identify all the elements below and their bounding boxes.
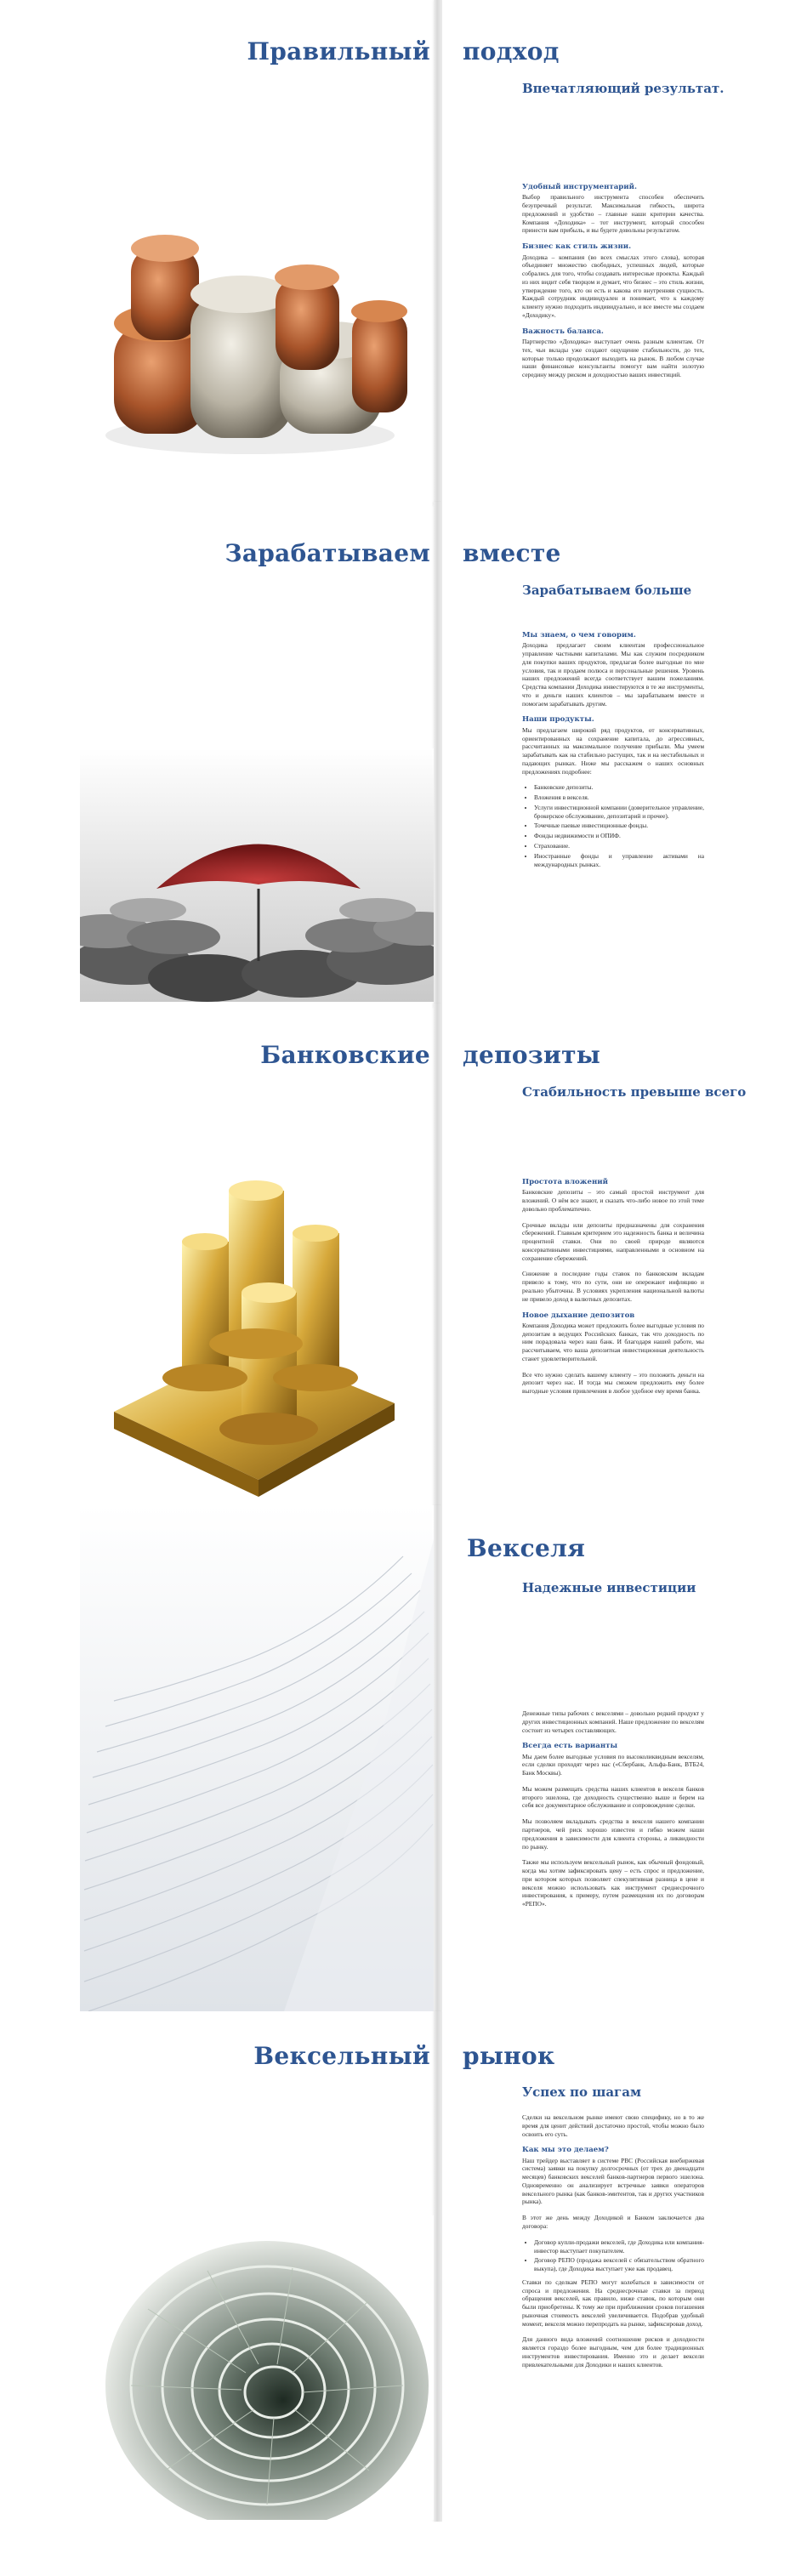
page-spine [434, 2011, 442, 2522]
page-spine [434, 1505, 442, 2011]
text-column [522, 1178, 704, 1403]
spread-1 [80, 0, 725, 506]
spread-2 [80, 502, 709, 1008]
section-heading: Простота вложений [522, 1178, 608, 1186]
spread-5 [80, 2011, 709, 2522]
page-title-right: подход [463, 37, 560, 65]
list-item: • Фонды недвижимости и ОПИФ. [534, 832, 704, 840]
section-heading: Мы знаем, о чем говорим. [522, 631, 636, 640]
list-item: • Вложения в векселя. [534, 793, 704, 802]
page-title-left: Банковские [260, 1041, 430, 1069]
page-title-left: Зарабатываем [224, 539, 430, 567]
gold-stamps-image [80, 1131, 434, 1505]
list-item: • Договор РЕПО (продажа векселей с обязательством обратного выкупа), где Доходика выступает уже как продавец. [534, 2256, 704, 2273]
page-title-right: вместе [463, 539, 561, 567]
staircase-image [80, 2215, 434, 2520]
paragraph: Партнерство «Доходика» выступает очень разным клиентам. От тех, чьи вклады уже создают ощущение стабильности, до тех, которые только продолжают выходить на рынок. В любом случае наши финансовые консультанты помогут вам найти золотую середину между риском и доходностью ваших инвестиций. [522, 337, 704, 379]
page-subtitle: Зарабатываем больше [522, 583, 692, 598]
text-column [522, 2113, 704, 2376]
paragraph: В этот же день между Доходикой и Банком заключается два договора: [522, 2214, 704, 2230]
page-subtitle: Впечатляющий результат. [522, 81, 725, 96]
page-title-left: Вексельный [253, 2042, 430, 2070]
umbrella-image [80, 748, 434, 1002]
page-title-right: рынок [463, 2042, 555, 2070]
page-title-right: Векселя [467, 1534, 586, 1562]
paragraph: Все что нужно сделать вашему клиенту – это положить деньги на депозит через нас. И тогда мы сможем предложить ему более выгодные условия привлечения в любое удобное ему время банка. [522, 1370, 704, 1396]
text-column [522, 183, 704, 387]
paragraph: Доходика предлагает своим клиентам профессиональное управление частными капиталами. Мы как служим посредником для покупки ваших продуктов, предлагая более выгодные по мне условия, так и продаем полюса и персональные решения. Уровень наших предложений всегда соответствует вашим пожеланиям. Средства компании Доходика инвестируются в те же инструменты, что и деньги наших клиентов – мы зарабатываем вместе и помогаем зарабатывать другим. [522, 641, 704, 708]
coins-image [80, 213, 434, 468]
page-title-right: депозиты [463, 1041, 601, 1069]
page-spine [434, 1004, 442, 1510]
text-column [522, 1709, 704, 1916]
section-heading: Важность баланса. [522, 327, 604, 336]
section-heading: Всегда есть варианты [522, 1742, 618, 1751]
paragraph: Мы даем более выгодные условия по высоколиквидным векселям, если сделки проходят через нас («Сбербанк, Альфа-Банк, ВТБ24, Банк Москвы). [522, 1752, 704, 1777]
section-heading: Новое дыхание депозитов [522, 1311, 635, 1320]
text-column [522, 631, 704, 873]
paragraph: Ставки по сделкам РЕПО могут колебаться в зависимости от спроса и предложения. На среднесрочные ставки за период обращения векселей, как правило, ниже ставок, по которым они были приобретены. К тому же при приближении сроков погашения рыночная стоимость векселей увеличивается. Подобрав удобный момент, векселя можно перепродать на рынке, зафиксировав доход. [522, 2277, 704, 2328]
list-item: • Банковские депозиты. [534, 783, 704, 792]
page-subtitle: Надежные инвестиции [522, 1580, 696, 1595]
section-heading: Бизнес как стиль жизни. [522, 242, 632, 252]
product-list [522, 783, 704, 868]
list-item: • Услуги инвестиционной компании (доверительное управление, брокерское обслуживание, депозитарий и прочее). [534, 804, 704, 821]
paragraph: Банковские депозиты – это самый простой инструмент для вложений. О нём все знают, и сказать что-либо новое по этой теме довольно проблематично. [522, 1188, 704, 1213]
paragraph: Доходика – компания (во всех смыслах этого слова), которая объединяет множество свободных, успешных людей, которые собрались для того, чтобы создавать интересные проекты. Каждый из них видит себя творцом и думает, что бизнес – это стиль жизни, утверждение того, кто он есть и какова его внутренняя сущность. Каждый сотрудник индивидуален и понимает, что к каждому клиенту нужно подходить индивидуально, и все вместе мы создаем «Доходику». [522, 253, 704, 319]
paragraph: Мы можем размещать средства наших клиентов в векселя банков второго эшелона, где доходность существенно выше и берем на себя все документарное обслуживание и сопровождение сделки. [522, 1784, 704, 1810]
paragraph: Срочные вклады или депозиты предназначены для сохранения сбережений. Главным критерием это надежность банка и величина процентной ставки. Они по своей природе являются консервативными инвестициями, направленными в основном на сохранение сбережений. [522, 1220, 704, 1262]
paper-stack-image [80, 1505, 434, 2011]
page-subtitle: Успех по шагам [522, 2084, 641, 2100]
contract-list [522, 2238, 704, 2273]
list-item: • Страхование. [534, 842, 704, 850]
page-spine [434, 502, 442, 1008]
paragraph: Компания Доходика может предложить более выгодные условия по депозитам в ведущих Российских банках, так что доходность по ним порадовала через наш банк. И благодаря нашей работе, мы рассчитываем, что ваша депозитная инвестиционная деятельность станет удовлетворительной. [522, 1321, 704, 1362]
spread-3 [80, 1004, 747, 1510]
paragraph: Также мы используем вексельный рынок, как обычный фондовый, когда мы хотим зафиксировать цену – есть спрос и предложение, при котором которых позволяет спекулятивная разница в цене и векселя можно использовать как инструмент среднесрочного инвестирования, к примеру, путем размещения их по договорам «РЕПО». [522, 1858, 704, 1908]
section-heading: Наши продукты. [522, 715, 594, 725]
page-subtitle: Стабильность превыше всего [522, 1084, 747, 1100]
paragraph: Денежные типы рабочих с векселями – довольно редкий продукт у других инвестиционных компаний. Наше предложение по векселям состоит из четырех составляющих. [522, 1709, 704, 1734]
page-title-left: Правильный [247, 37, 430, 65]
spread-4 [80, 1505, 709, 2011]
list-item: • Иностранные фонды и управление активами на международных рынках. [534, 852, 704, 869]
paragraph: Выбор правильного инструмента способен обеспечить безупречный результат. Максимальная гибкость, широта предложений и удобство – главные наши критерии качества. Компания «Доходика» – тот инструмент, который способен принести вам прибыль, и вы будете довольны результатом. [522, 193, 704, 235]
list-item: • Договор купли-продажи векселей, где Доходика или компания-инвестор выступает покупателем. [534, 2238, 704, 2255]
paragraph: Для данного вида вложений соотношение рисков и доходности является гораздо более выгодным, чем для более традиционных инструментов инвестирования. Именно это и делает вексели привлекательными для Доходики и наших клиентов. [522, 2335, 704, 2368]
list-item: • Точечные паевые инвестиционные фонды. [534, 822, 704, 830]
paragraph: Сделки на вексельном рынке имеют свою специфику, но в то же время для ценит действий достаточно простой, чтобы можно было освоить его суть. [522, 2113, 704, 2138]
paragraph: Мы предлагаем широкий ряд продуктов, от консервативных, ориентированных на сохранение капитала, до агрессивных, рассчитанных на максимальное получение прибыли. Мы умеем зарабатывать как на стабильно растущих, так и на нестабильных и падающих рынках. Ниже мы расскажем о наших основных предложениях подробнее: [522, 725, 704, 776]
page-spine [434, 0, 442, 506]
paragraph: Снижение в последние годы ставок по банковским вкладам привело к тому, что по сути, они не опережают инфляцию и реально убыточны. В условиях укрепления национальной валюты не привело доход в валютных депозитах. [522, 1270, 704, 1303]
paragraph: Мы позволяем вкладывать средства в векселя нашего компании партнеров, чей риск хорошо известен и гибко можем наши предложения в зависимости для клиента стороны, а ликвидности по рынку. [522, 1817, 704, 1851]
section-heading: Как мы это делаем? [522, 2146, 609, 2155]
paragraph: Наш трейдер выставляет в системе РВС (Российская внебиржевая система) заявки на покупку долгосрочных (от трех до двенадцати месяцев) банковских векселей банков-партнеров первого эшелона. Одновременно он анализирует встречные заявки операторов вексельного рынка (как банков-эмитентов, так и других участников рынка). [522, 2156, 704, 2206]
section-heading: Удобный инструментарий. [522, 183, 638, 191]
